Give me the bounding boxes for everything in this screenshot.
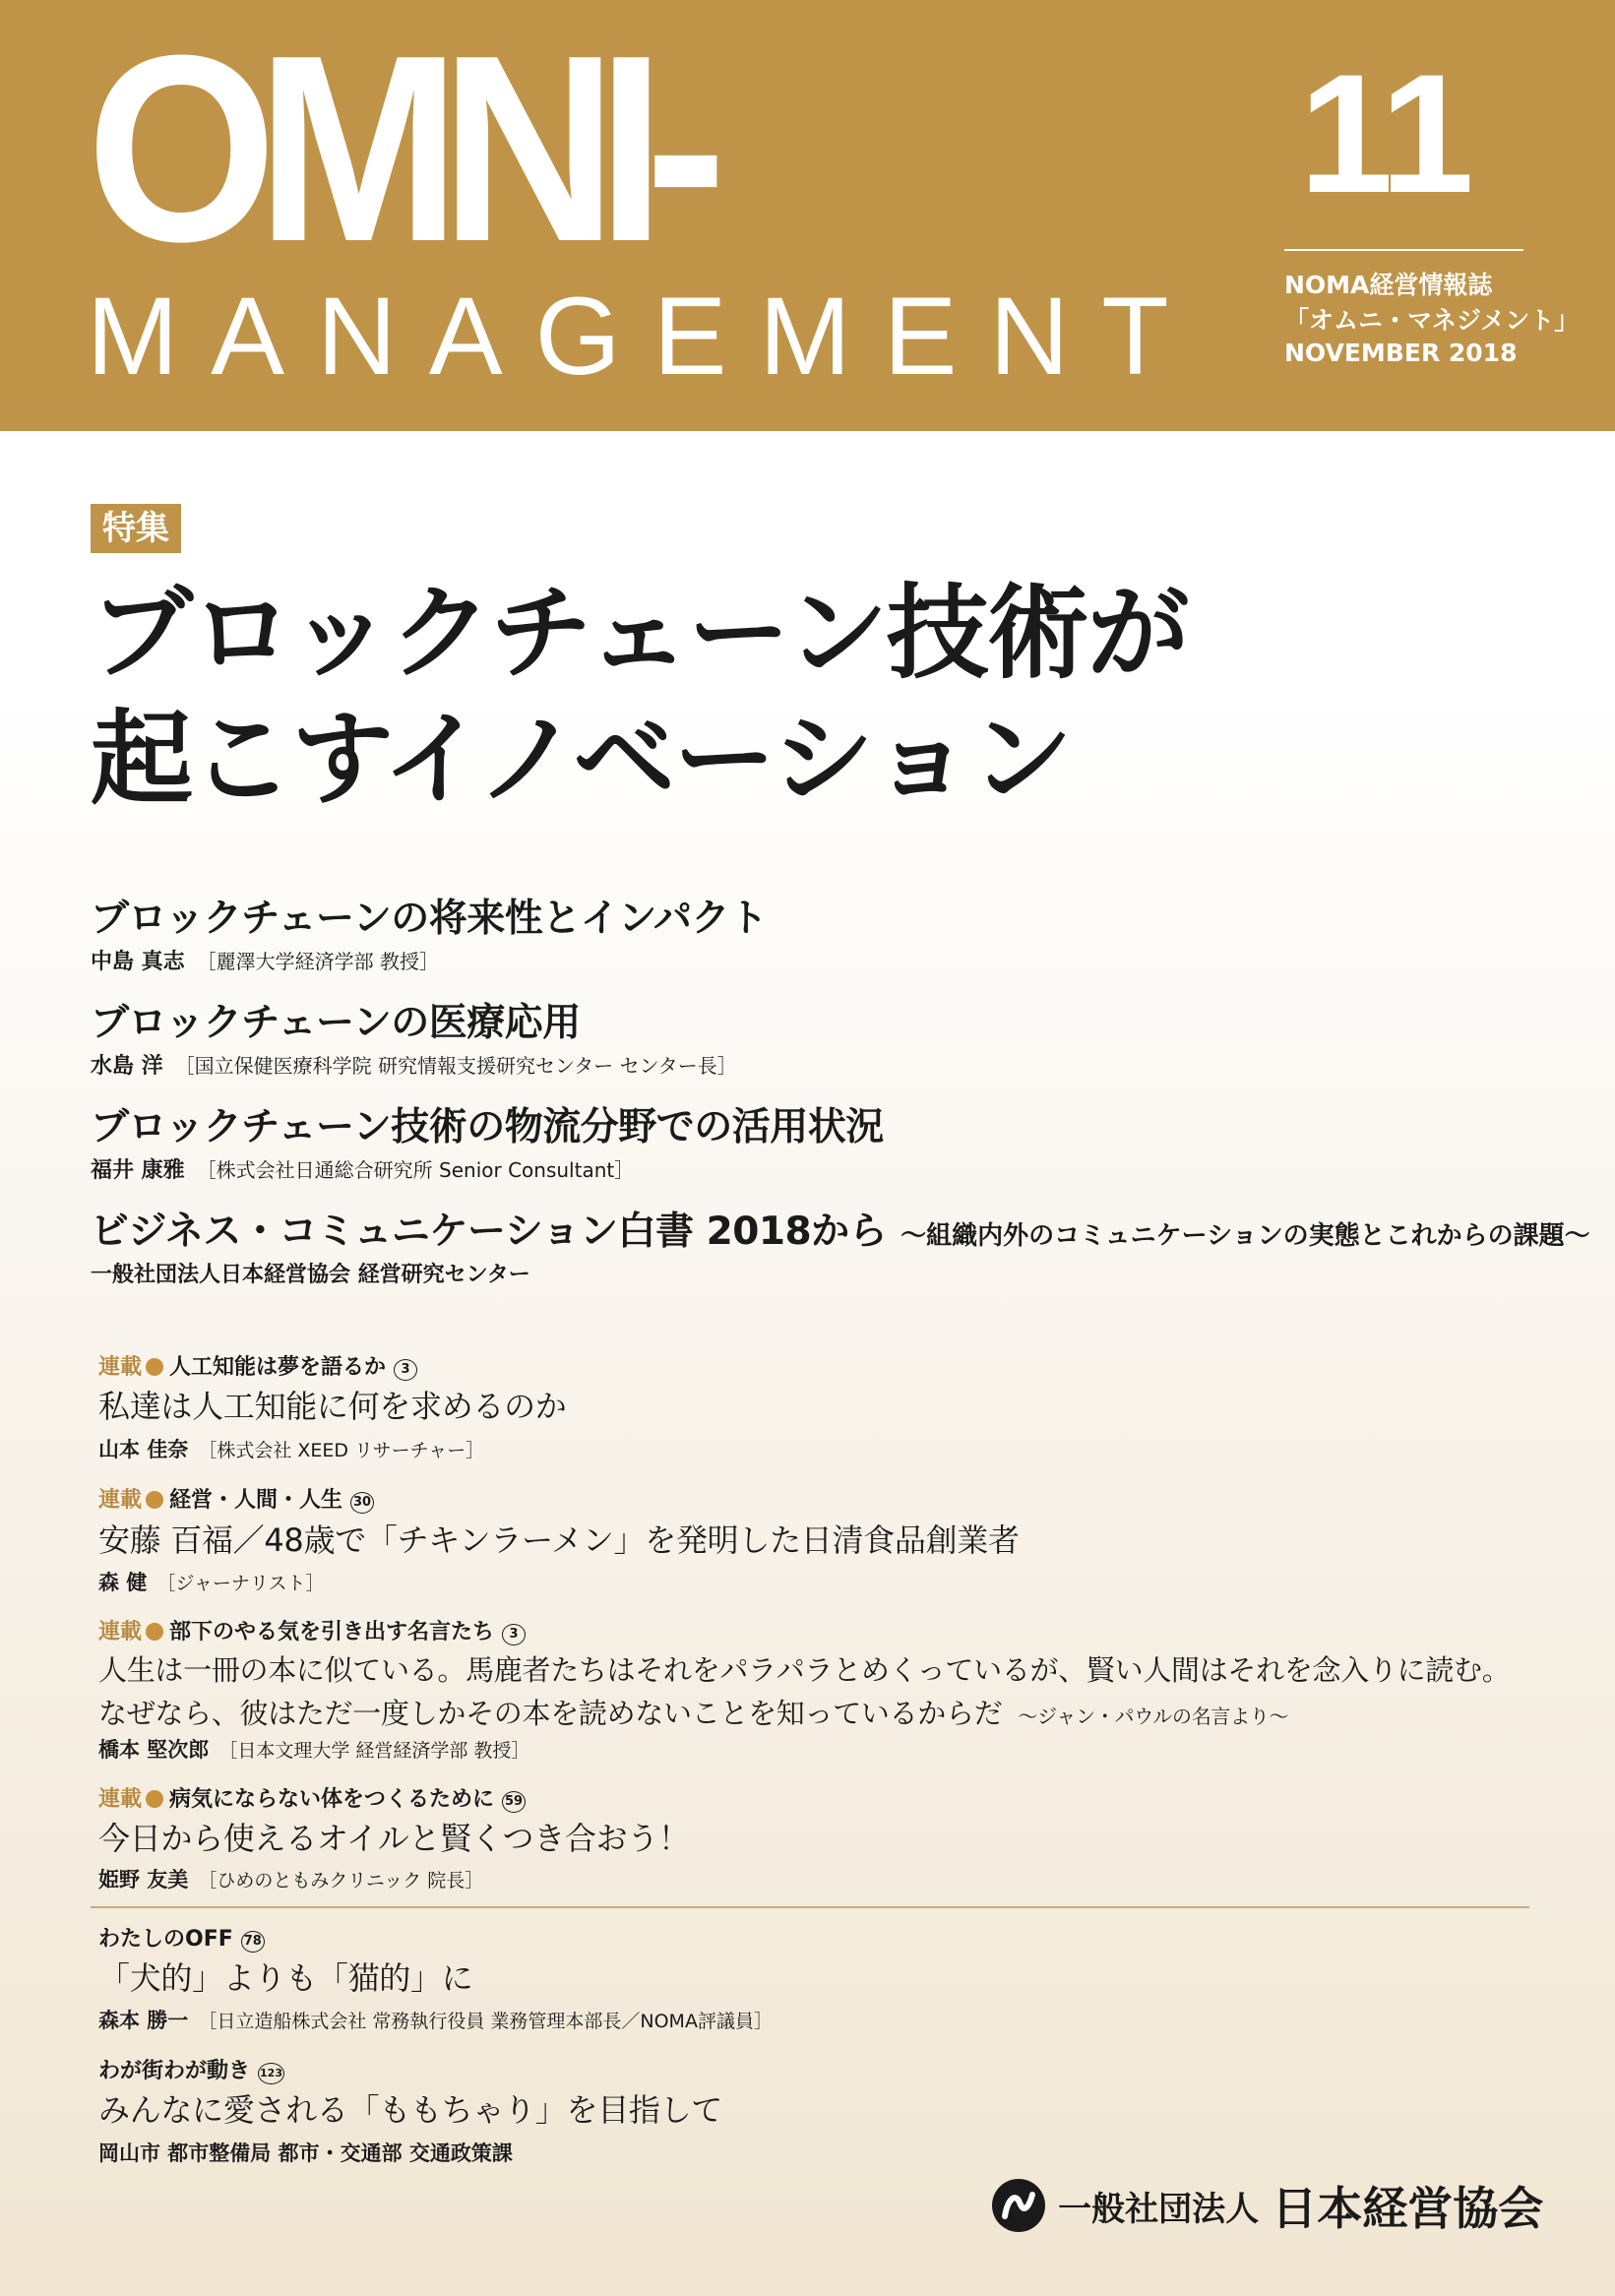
column-name: わが街わが動き: [98, 2059, 251, 2083]
author-affiliation: ［国立保健医療科学院 研究情報支援研究センター センター長］: [174, 1054, 737, 1078]
column-heading: [98, 1922, 265, 1953]
magazine-kana: 「オムニ・マネジメント」: [1284, 306, 1580, 335]
feature-title-line1: ブロックチェーン技術が: [91, 573, 1188, 693]
section-divider: [91, 1906, 1529, 1908]
series-name: 人工知能は夢を語るか: [169, 1355, 387, 1380]
series-article-byline: [98, 1864, 483, 1893]
feature-article-title: ブロックチェーンの医療応用: [91, 1001, 581, 1045]
author-affiliation: ［ジャーナリスト］: [156, 1573, 325, 1594]
issue-date: NOVEMBER 2018: [1284, 339, 1518, 367]
masthead: [0, 0, 1615, 431]
column-article-byline: [98, 2138, 523, 2167]
author-affiliation: ［株式会社日通総合研究所 Senior Consultant］: [196, 1158, 635, 1182]
author-name: 福井 康雅: [91, 1158, 185, 1183]
issue-divider: [1284, 249, 1523, 251]
logo-omni: OMNI-: [87, 1, 708, 297]
series-label: 連載: [98, 1355, 143, 1380]
series-number: 59: [502, 1791, 526, 1813]
feature-tag: 特集: [91, 504, 181, 553]
series-article-title: 私達は人工知能に何を求めるのか: [98, 1388, 567, 1425]
series-label: 連載: [98, 1787, 143, 1812]
series-heading: [98, 1350, 417, 1381]
author-affiliation: ［麗澤大学経済学部 教授］: [196, 950, 440, 973]
feature-article-byline: [91, 1049, 737, 1080]
author-affiliation: ［ひめのともみクリニック 院長］: [198, 1870, 484, 1892]
publisher-org-type: 一般社団法人: [1058, 2189, 1260, 2229]
author-name: 橋本 堅次郎: [98, 1738, 210, 1762]
column-article-byline: [98, 2005, 773, 2034]
author-affiliation: ［日本文理大学 経営経済学部 教授］: [218, 1740, 530, 1762]
author-name: 森本 勝一: [98, 2009, 189, 2032]
bullet-icon: [146, 1790, 163, 1808]
series-article-title-line1: 人生は一冊の本に似ている。馬鹿者たちはそれをパラパラとめくっているが、賢い人間はそれを念入りに読む。: [98, 1653, 1511, 1687]
author-name: 一般社団法人日本経営協会 経営研究センター: [91, 1263, 530, 1287]
article-subtitle: ～組織内外のコミュニケーションの実態とこれからの課題～: [901, 1221, 1590, 1251]
bullet-icon: [146, 1623, 163, 1641]
series-heading: [98, 1615, 526, 1645]
series-name: 部下のやる気を引き出す名言たち: [169, 1620, 495, 1644]
series-name: 病気にならない体をつくるために: [169, 1787, 495, 1812]
feature-article-title: [91, 1201, 1590, 1256]
series-article-byline: [98, 1734, 529, 1764]
series-heading: [98, 1782, 526, 1813]
author-affiliation: ［株式会社 XEED リサーチャー］: [198, 1440, 485, 1461]
author-affiliation: ［日立造船株式会社 常務執行役員 業務管理本部長／NOMA評議員］: [198, 2011, 773, 2032]
article-title-text: なぜなら、彼はただ一度しかその本を読めないことを知っているからだ: [98, 1697, 1003, 1730]
series-article-title-line2: [98, 1692, 1288, 1732]
feature-article-byline: [91, 945, 439, 975]
author-name: 中島 真志: [91, 950, 185, 974]
publisher-line: NOMA経営情報誌: [1284, 271, 1493, 299]
series-number: 3: [394, 1359, 417, 1381]
feature-article-byline: [91, 1258, 542, 1288]
feature-article-title: ブロックチェーン技術の物流分野での活用状況: [91, 1105, 884, 1149]
publisher-name: 日本経営協会: [1272, 2182, 1544, 2235]
bullet-icon: [146, 1358, 163, 1376]
author-name: 山本 佳奈: [98, 1438, 189, 1461]
series-label: 連載: [98, 1620, 143, 1644]
noma-logo-icon: [990, 2177, 1047, 2234]
quote-source: ～ジャン・パウルの名言より～: [1018, 1705, 1289, 1728]
publisher-logo: [990, 2173, 1543, 2242]
bullet-icon: [146, 1491, 163, 1509]
column-name: わたしのOFF: [98, 1927, 233, 1952]
author-name: 森 健: [98, 1571, 148, 1594]
series-name: 経営・人間・人生: [169, 1488, 343, 1513]
series-number: 30: [350, 1492, 374, 1514]
series-article-byline: [98, 1434, 484, 1463]
series-article-title: 今日から使えるオイルと賢くつき合おう！: [98, 1820, 690, 1857]
feature-title-line2: 起こすイノベーション: [91, 699, 1072, 819]
feature-article-byline: [91, 1153, 634, 1184]
column-article-title: みんなに愛される「ももちゃり」を目指して: [98, 2091, 723, 2129]
issue-number: 11: [1299, 39, 1470, 228]
logo-management: MANAGEMENT: [87, 275, 1202, 398]
series-heading: [98, 1483, 374, 1514]
series-article-title: 安藤 百福／48歳で「チキンラーメン」を発明した日清食品創業者: [98, 1521, 1020, 1559]
column-article-title: 「犬的」よりも「猫的」に: [98, 1959, 473, 1997]
column-number: 78: [241, 1931, 265, 1953]
column-heading: [98, 2054, 284, 2084]
author-name: 姫野 友美: [98, 1868, 189, 1892]
series-number: 3: [502, 1624, 526, 1645]
author-name: 岡山市 都市整備局 都市・交通部 交通政策課: [98, 2141, 513, 2165]
article-title-text: ビジネス・コミュニケーション白書 2018から: [91, 1210, 888, 1254]
series-label: 連載: [98, 1488, 143, 1513]
series-article-byline: [98, 1567, 325, 1596]
feature-article-title: ブロックチェーンの将来性とインパクト: [91, 897, 768, 941]
column-number: 123: [258, 2063, 284, 2084]
author-name: 水島 洋: [91, 1054, 163, 1079]
